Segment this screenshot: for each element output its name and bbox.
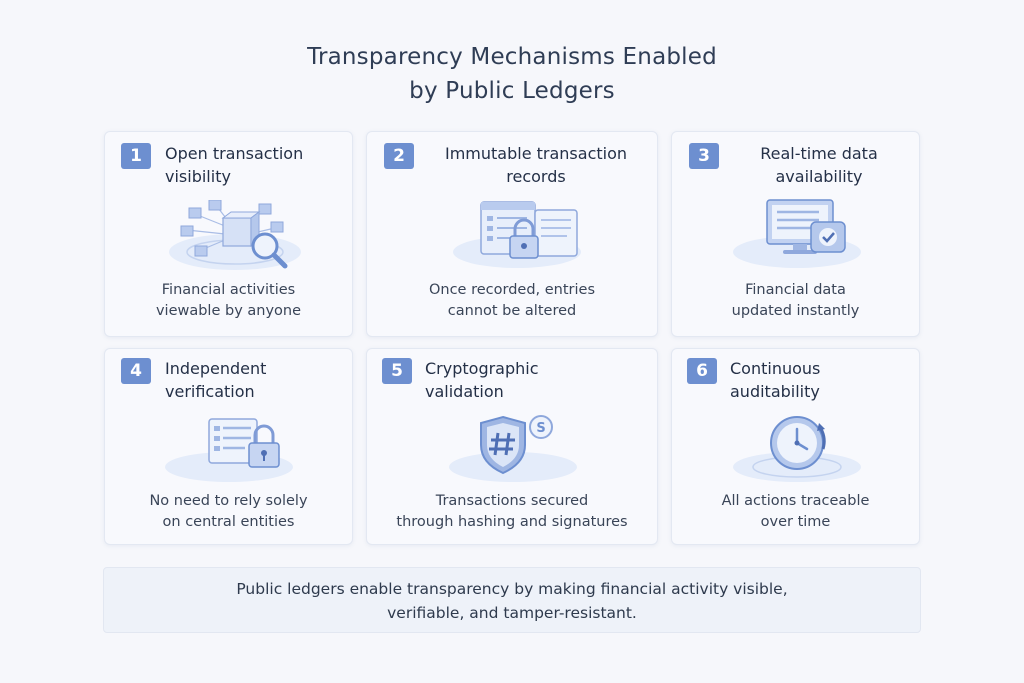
- monitor-check-icon: [727, 196, 867, 272]
- card-title: Independent verification: [165, 359, 267, 401]
- summary-footer: [103, 567, 921, 633]
- page-title-line1: Transparency Mechanisms Enabled: [307, 44, 717, 70]
- document-lock-icon: [159, 413, 299, 485]
- svg-text:S: S: [536, 421, 546, 436]
- footer-line2: verifiable, and tamper-resistant.: [387, 604, 637, 622]
- card-title: Continuous auditability: [730, 359, 821, 401]
- card-continuous-auditability: [671, 348, 920, 545]
- card-open-transaction-visibility: [104, 131, 353, 337]
- card-independent-verification: [104, 348, 353, 545]
- card-title: Immutable transaction records: [444, 144, 628, 186]
- locked-document-icon: [447, 196, 587, 272]
- card-number-badge: 3: [689, 143, 719, 169]
- clock-icon: [727, 411, 867, 485]
- card-number-badge: 6: [687, 358, 717, 384]
- hash-shield-icon: [443, 411, 583, 485]
- network-magnifier-icon: [165, 200, 305, 276]
- page-title: [0, 40, 1024, 108]
- card-title: Open transaction visibility: [165, 144, 304, 186]
- card-number-badge: 1: [121, 143, 151, 169]
- card-title: Real-time data availability: [760, 144, 878, 186]
- card-immutable-transaction-records: [366, 131, 658, 337]
- card-description: All actions traceable over time: [721, 493, 870, 530]
- card-number-badge: 5: [382, 358, 412, 384]
- card-number-badge: 4: [121, 358, 151, 384]
- card-description: Financial data updated instantly: [731, 282, 860, 319]
- card-description: Transactions secured through hashing and signatures: [396, 493, 628, 530]
- page-title-line2: by Public Ledgers: [409, 78, 615, 104]
- card-description: Financial activities viewable by anyone: [155, 282, 302, 319]
- card-real-time-data-availability: [671, 131, 920, 337]
- card-title: Cryptographic validation: [425, 359, 539, 401]
- card-description: Once recorded, entries cannot be altered: [428, 282, 596, 319]
- card-cryptographic-validation: [366, 348, 658, 545]
- card-number-badge: 2: [384, 143, 414, 169]
- footer-line1: Public ledgers enable transparency by making financial activity visible,: [236, 580, 788, 598]
- card-description: No need to rely solely on central entities: [149, 493, 308, 530]
